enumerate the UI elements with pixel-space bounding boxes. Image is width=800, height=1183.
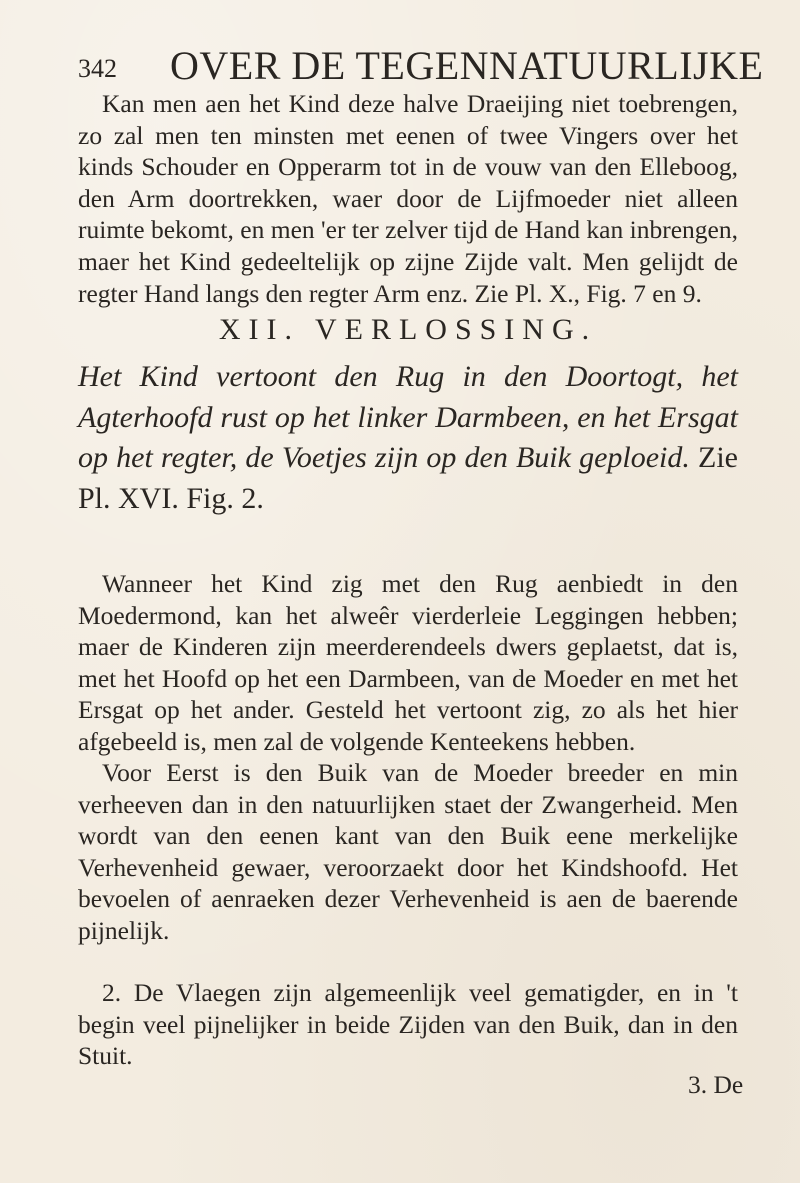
section-title-text: Het Kind vertoont den Rug in den Doortogt, het Agterhoofd rust op het linker Darmbeen, en het Ersgat op het regter, de Voetjes zijn op den Buik geploeid. [78, 360, 738, 474]
page-header [78, 42, 764, 90]
paragraph-1: Kan men aen het Kind deze halve Draeijing niet toebrengen, zo zal men ten minsten met eenen of twee Vingers over het kinds Schouder en Opperarm tot in de vouw van den Elleboog, den Arm doortrekken, waer door de Lijfmoeder niet alleen ruimte bekomt, en men 'er ter zelver tijd de Hand kan inbrengen, maer het Kind gedeeltelijk op zijne Zijde valt. Men gelijdt de regter Hand langs den regter Arm enz. Zie Pl. X., Fig. 7 en 9. [78, 89, 738, 308]
plate-reference: Zie Pl. XVI. Fig. 2. [78, 441, 738, 515]
running-head: OVER DE TEGENNATUURLIJKE [170, 43, 764, 88]
page-number: 342 [78, 54, 117, 83]
paragraph-4: 2. De Vlaegen zijn algemeenlijk veel gematigder, en in 't begin veel pijnelijker in beide Zijden van den Buik, dan in den Stuit. [78, 978, 738, 1071]
paragraph-3: Voor Eerst is den Buik van de Moeder breeder en min verheeven dan in den natuurlijken staet der Zwangerheid. Men wordt van den eenen kant van den Buik eene merkelijke Verhevenheid gewaer, veroorzaekt door het Kindshoofd. Het bevoelen of aenraeken dezer Verhevenheid is aen de baerende pijnelijk. [78, 758, 738, 945]
section-heading: XII. VERLOSSING. [218, 313, 598, 346]
catchword: 3. De [688, 1070, 744, 1099]
section-title [78, 357, 738, 519]
paragraph-2: Wanneer het Kind zig met den Rug aenbiedt in den Moedermond, kan het alweêr vierderleie Leggingen hebben; maer de Kinderen zijn meerderendeels dwers geplaetst, dat is, met het Hoofd op het een Darmbeen, van de Moeder en met het Ersgat op het ander. Gesteld het vertoont zig, zo als het hier afgebeeld is, men zal de volgende Kenteekens hebben. [78, 569, 738, 756]
